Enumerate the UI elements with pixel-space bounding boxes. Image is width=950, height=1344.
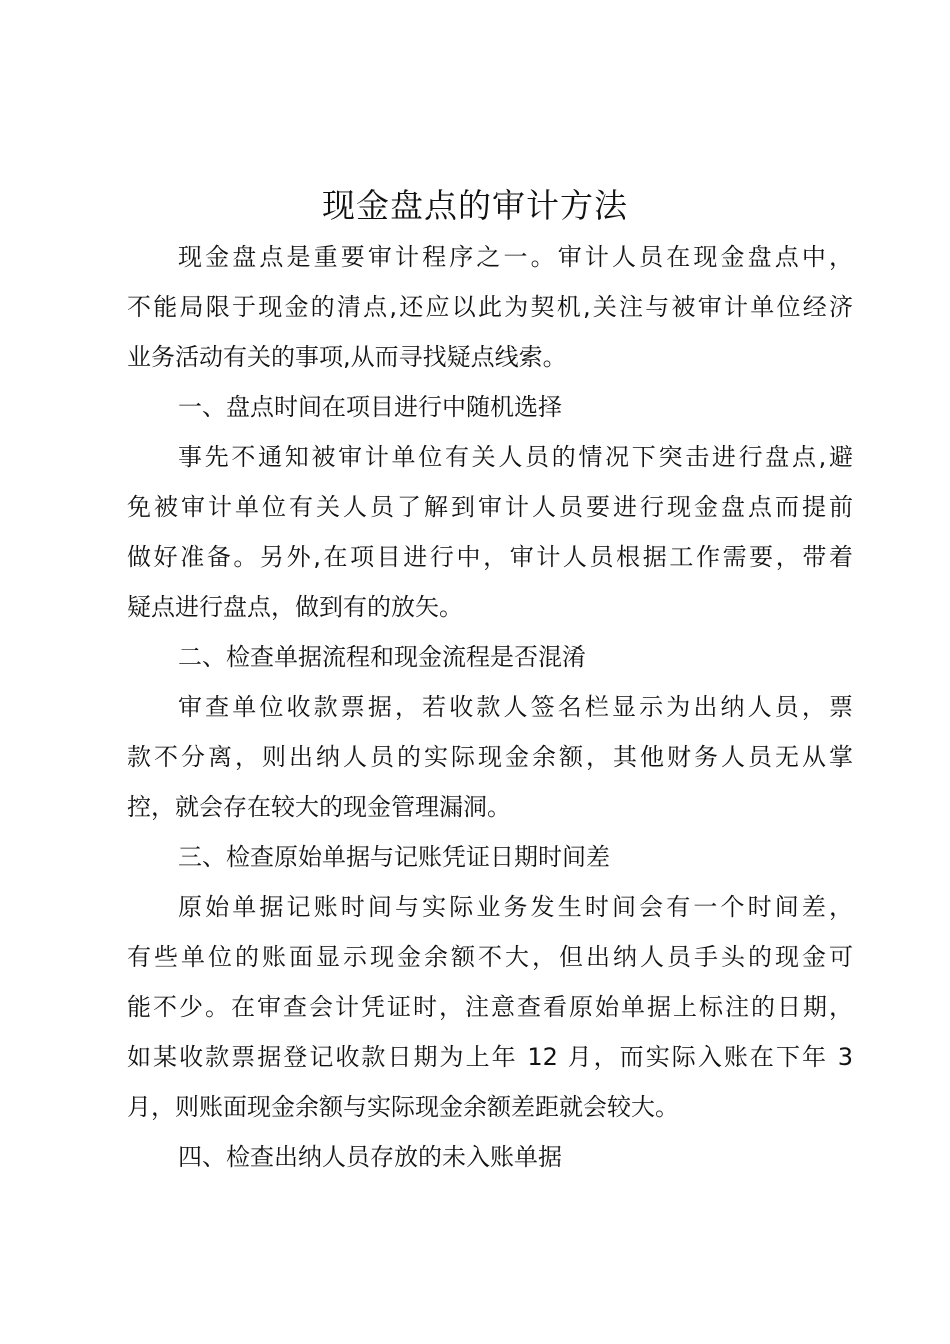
section-heading-2: 二、检查单据流程和现金流程是否混淆 bbox=[178, 643, 586, 671]
paragraph-line: 不能局限于现金的清点,还应以此为契机,关注与被审计单位经济 bbox=[127, 293, 853, 321]
paragraph-line: 月，则账面现金余额与实际现金余额差距就会较大。 bbox=[127, 1093, 679, 1121]
paragraph-line: 免被审计单位有关人员了解到审计人员要进行现金盘点而提前 bbox=[127, 493, 853, 521]
section-heading-3: 三、检查原始单据与记账凭证日期时间差 bbox=[178, 843, 610, 871]
paragraph-line: 如某收款票据登记收款日期为上年 12 月，而实际入账在下年 3 bbox=[127, 1043, 853, 1071]
paragraph-line: 款不分离，则出纳人员的实际现金余额，其他财务人员无从掌 bbox=[127, 743, 853, 771]
paragraph-line: 现金盘点是重要审计程序之一。审计人员在现金盘点中， bbox=[178, 243, 853, 271]
paragraph-line: 能不少。在审查会计凭证时，注意查看原始单据上标注的日期， bbox=[127, 993, 853, 1021]
paragraph-line: 做好准备。另外,在项目进行中，审计人员根据工作需要，带着 bbox=[127, 543, 853, 571]
paragraph-line: 有些单位的账面显示现金余额不大，但出纳人员手头的现金可 bbox=[127, 943, 853, 971]
paragraph-line: 事先不通知被审计单位有关人员的情况下突击进行盘点,避 bbox=[178, 443, 853, 471]
paragraph-line: 业务活动有关的事项,从而寻找疑点线索。 bbox=[127, 343, 567, 371]
document-body bbox=[127, 232, 853, 1182]
paragraph-line: 原始单据记账时间与实际业务发生时间会有一个时间差， bbox=[178, 893, 853, 921]
section-heading-4: 四、检查出纳人员存放的未入账单据 bbox=[178, 1143, 562, 1171]
paragraph-line: 控，就会存在较大的现金管理漏洞。 bbox=[127, 793, 511, 821]
paragraph-line: 审查单位收款票据，若收款人签名栏显示为出纳人员，票 bbox=[178, 693, 853, 721]
section-heading-1: 一、盘点时间在项目进行中随机选择 bbox=[178, 393, 562, 421]
document-title: 现金盘点的审计方法 bbox=[322, 186, 628, 225]
paragraph-line: 疑点进行盘点，做到有的放矢。 bbox=[127, 593, 463, 621]
